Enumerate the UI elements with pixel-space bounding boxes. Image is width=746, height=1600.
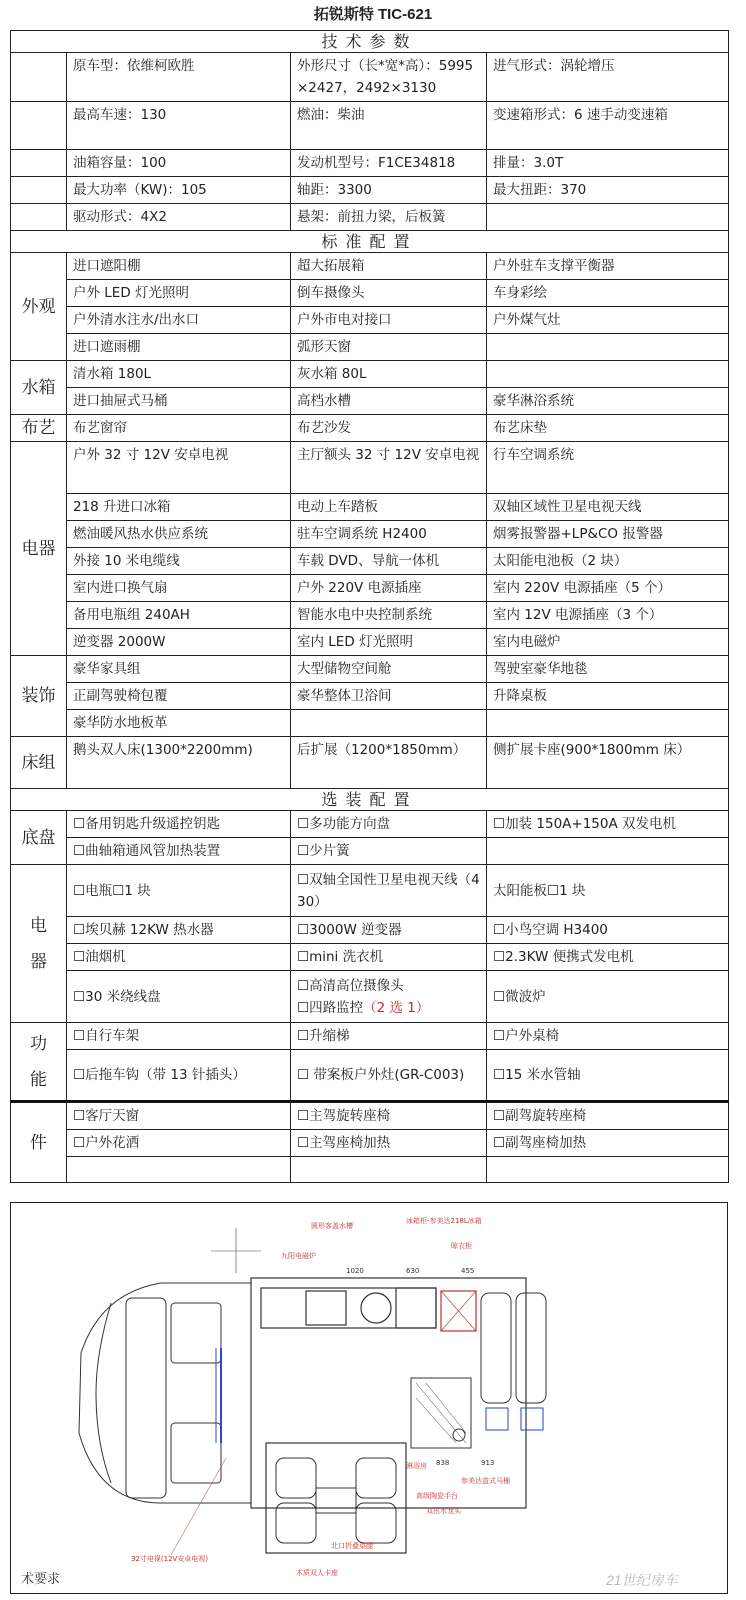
category-label: 床组 — [11, 737, 67, 789]
standard-cell: 豪华整体卫浴间 — [291, 683, 487, 710]
dim-1020: 1020 — [346, 1267, 364, 1275]
option-cell — [291, 971, 487, 1023]
rear-seats — [481, 1293, 546, 1430]
standard-cell: 智能水电中央控制系统 — [291, 602, 487, 629]
standard-cell: 户外煤气灶 — [487, 307, 729, 334]
standard-cell: 超大拓展箱 — [291, 253, 487, 280]
standard-cell: 户外 220V 电源插座 — [291, 575, 487, 602]
option-cell: ☐加装 150A+150A 双发电机 — [487, 811, 729, 838]
label-basin: 高级陶瓷手台 — [416, 1492, 458, 1500]
category-label: 电器 — [11, 442, 67, 656]
standard-cell: 室内进口换气扇 — [67, 575, 291, 602]
tech-cell: 燃油：柴油 — [291, 102, 487, 150]
label-sink: 圆形客盖水槽 — [311, 1222, 353, 1230]
standard-cell: 主厅额头 32 寸 12V 安卓电视 — [291, 442, 487, 494]
standard-cell: 豪华淋浴系统 — [487, 388, 729, 415]
crosshair-mark — [211, 1228, 261, 1273]
option-cell: ☐2.3KW 便携式发电机 — [487, 944, 729, 971]
standard-cell: 户外清水注水/出水口 — [67, 307, 291, 334]
option-cell: ☐后拖车钩（带 13 针插头） — [67, 1050, 291, 1102]
drawing-caption: 术要求 — [21, 1572, 61, 1587]
option-cell: ☐主驾座椅加热 — [291, 1130, 487, 1157]
tech-cell: 最大扭距：370 — [487, 177, 729, 204]
label-table: 北口折叠桌腿 — [331, 1542, 373, 1550]
standard-cell: 烟雾报警器+LP&CO 报警器 — [487, 521, 729, 548]
dim-455: 455 — [461, 1267, 475, 1275]
spacer-cell — [11, 53, 67, 102]
bathroom — [411, 1378, 471, 1448]
standard-cell: 218 升进口冰箱 — [67, 494, 291, 521]
category-label: 水箱 — [11, 361, 67, 415]
category-label: 底盘 — [11, 811, 67, 865]
dim-913: 913 — [481, 1459, 495, 1467]
standard-cell: 进口遮雨棚 — [67, 334, 291, 361]
floor-plan-svg — [11, 1203, 727, 1593]
empty-cell — [67, 1157, 291, 1183]
empty-cell — [291, 1157, 487, 1183]
tech-cell: 原车型：依维柯欧胜 — [67, 53, 291, 102]
option-cell: ☐15 米水管轴 — [487, 1050, 729, 1102]
standard-cell: 进口抽屉式马桶 — [67, 388, 291, 415]
standard-cell: 布艺床垫 — [487, 415, 729, 442]
tech-cell: 变速箱形式：6 速手动变速箱 — [487, 102, 729, 150]
standard-cell: 升降桌板 — [487, 683, 729, 710]
dinette — [276, 1458, 396, 1543]
category-label: 装饰 — [11, 656, 67, 737]
standard-cell — [291, 710, 487, 737]
standard-cell: 户外 32 寸 12V 安卓电视 — [67, 442, 291, 494]
standard-header: 标准配置 — [11, 231, 729, 253]
tech-cell: 外形尺寸（长*宽*高）：5995×2427，2492×3130 — [291, 53, 487, 102]
standard-cell: 驾驶室豪华地毯 — [487, 656, 729, 683]
option-cell: ☐曲轴箱通风管加热装置 — [67, 838, 291, 865]
standard-cell: 后扩展（1200*1850mm） — [291, 737, 487, 789]
standard-cell: 室内电磁炉 — [487, 629, 729, 656]
optional-header: 选装配置 — [11, 789, 729, 811]
standard-cell: 正副驾驶椅包覆 — [67, 683, 291, 710]
option-cell: ☐副驾座椅加热 — [487, 1130, 729, 1157]
option-cell: ☐升缩梯 — [291, 1023, 487, 1050]
option-cell: ☐多功能方向盘 — [291, 811, 487, 838]
tech-cell: 排量：3.0T — [487, 150, 729, 177]
category-label: 外观 — [11, 253, 67, 361]
standard-cell: 豪华家具组 — [67, 656, 291, 683]
tech-cell: 驱动形式：4X2 — [67, 204, 291, 231]
category-label: 功 能 — [11, 1023, 67, 1102]
standard-cell: 户外驻车支撑平衡器 — [487, 253, 729, 280]
label-fridge: 冰箱柜-参美达218L冰箱 — [406, 1217, 482, 1225]
standard-cell: 行车空调系统 — [487, 442, 729, 494]
standard-cell: 进口遮阳棚 — [67, 253, 291, 280]
empty-cell — [487, 1157, 729, 1183]
option-cell: ☐双轴全国性卫星电视天线（430） — [291, 865, 487, 917]
tech-cell: 最高车速：130 — [67, 102, 291, 150]
standard-cell — [487, 334, 729, 361]
option-cell — [487, 838, 729, 865]
standard-cell: 驻车空调系统 H2400 — [291, 521, 487, 548]
option-camera: ☐高清高位摄像头 — [297, 977, 404, 994]
option-cell: ☐30 米绕线盘 — [67, 971, 291, 1023]
standard-cell — [487, 710, 729, 737]
standard-cell: 室内 220V 电源插座（5 个） — [487, 575, 729, 602]
label-bench: 木质双人卡座 — [296, 1569, 338, 1577]
option-cell: ☐mini 洗衣机 — [291, 944, 487, 971]
label-cabinet: 晾衣柜 — [451, 1242, 472, 1250]
standard-cell: 豪华防水地板革 — [67, 710, 291, 737]
option-cell: ☐3000W 逆变器 — [291, 917, 487, 944]
standard-cell: 布艺窗帘 — [67, 415, 291, 442]
tech-cell: 油箱容量：100 — [67, 150, 291, 177]
standard-cell: 清水箱 180L — [67, 361, 291, 388]
category-label: 件 — [11, 1102, 67, 1183]
floor-plan-drawing — [10, 1202, 728, 1594]
standard-cell: 室内 12V 电源插座（3 个） — [487, 602, 729, 629]
option-cell: 太阳能板☐1 块 — [487, 865, 729, 917]
option-cell: ☐小鸟空调 H3400 — [487, 917, 729, 944]
tech-cell: 悬架：前扭力梁，后板簧 — [291, 204, 487, 231]
option-cell: ☐电瓶☐1 块 — [67, 865, 291, 917]
standard-cell: 车身彩绘 — [487, 280, 729, 307]
standard-cell: 鹅头双人床(1300*2200mm) — [67, 737, 291, 789]
label-toilet: 参美达盒式马桶 — [461, 1477, 510, 1485]
vehicle-body — [251, 1278, 526, 1553]
standard-cell: 户外市电对接口 — [291, 307, 487, 334]
spacer-cell — [11, 150, 67, 177]
standard-cell: 高档水槽 — [291, 388, 487, 415]
option-cell: ☐油烟机 — [67, 944, 291, 971]
label-tv: 32寸电视(12V安卓电视) — [131, 1555, 209, 1563]
option-cell: ☐户外桌椅 — [487, 1023, 729, 1050]
standard-cell: 大型储物空间舱 — [291, 656, 487, 683]
vehicle-cab — [79, 1283, 251, 1503]
tech-cell: 进气形式：涡轮增压 — [487, 53, 729, 102]
spacer-cell — [11, 177, 67, 204]
standard-cell: 灰水箱 80L — [291, 361, 487, 388]
standard-cell: 外接 10 米电缆线 — [67, 548, 291, 575]
standard-cell: 备用电瓶组 240AH — [67, 602, 291, 629]
watermark: 21世纪房车 — [606, 1572, 678, 1588]
option-cell: ☐副驾旋转座椅 — [487, 1102, 729, 1130]
option-cell: ☐户外花洒 — [67, 1130, 291, 1157]
tech-cell: 发动机型号：F1CE34818 — [291, 150, 487, 177]
spec-table — [10, 30, 729, 1183]
spacer-cell — [11, 102, 67, 150]
standard-cell: 户外 LED 灯光照明 — [67, 280, 291, 307]
standard-cell: 双轴区域性卫星电视天线 — [487, 494, 729, 521]
tech-cell: 最大功率（KW)：105 — [67, 177, 291, 204]
document-title: 拓锐斯特 TIC-621 — [313, 6, 433, 23]
category-label: 布艺 — [11, 415, 67, 442]
standard-cell: 车载 DVD、导航一体机 — [291, 548, 487, 575]
standard-cell: 太阳能电池板（2 块） — [487, 548, 729, 575]
label-shower: 双出水龙头 — [426, 1507, 461, 1515]
option-note: （2 选 1） — [363, 999, 430, 1016]
dim-630: 630 — [406, 1267, 420, 1275]
tech-cell: 轴距：3300 — [291, 177, 487, 204]
option-cell: ☐客厅天窗 — [67, 1102, 291, 1130]
spacer-cell — [11, 204, 67, 231]
standard-cell: 侧扩展卡座(900*1800mm 床） — [487, 737, 729, 789]
label-stove: 九阳电磁炉 — [281, 1252, 316, 1260]
tech-header: 技术参数 — [11, 31, 729, 53]
standard-cell: 室内 LED 灯光照明 — [291, 629, 487, 656]
standard-cell — [487, 361, 729, 388]
option-cell: ☐自行车架 — [67, 1023, 291, 1050]
category-label: 电 器 — [11, 865, 67, 1023]
option-cell: ☐ 带案板户外灶(GR-C003) — [291, 1050, 487, 1102]
option-monitor: ☐四路监控 — [297, 999, 364, 1016]
option-cell: ☐主驾旋转座椅 — [291, 1102, 487, 1130]
option-cell: ☐微波炉 — [487, 971, 729, 1023]
label-bath: 淋浴房 — [406, 1462, 427, 1470]
dim-838: 838 — [436, 1459, 450, 1467]
option-cell: ☐备用钥匙升级遥控钥匙 — [67, 811, 291, 838]
standard-cell: 电动上车踏板 — [291, 494, 487, 521]
standard-cell: 弧形天窗 — [291, 334, 487, 361]
tech-cell — [487, 204, 729, 231]
option-cell: ☐少片簧 — [291, 838, 487, 865]
option-cell: ☐埃贝赫 12KW 热水器 — [67, 917, 291, 944]
standard-cell: 布艺沙发 — [291, 415, 487, 442]
standard-cell: 倒车摄像头 — [291, 280, 487, 307]
standard-cell: 逆变器 2000W — [67, 629, 291, 656]
standard-cell: 燃油暖风热水供应系统 — [67, 521, 291, 548]
